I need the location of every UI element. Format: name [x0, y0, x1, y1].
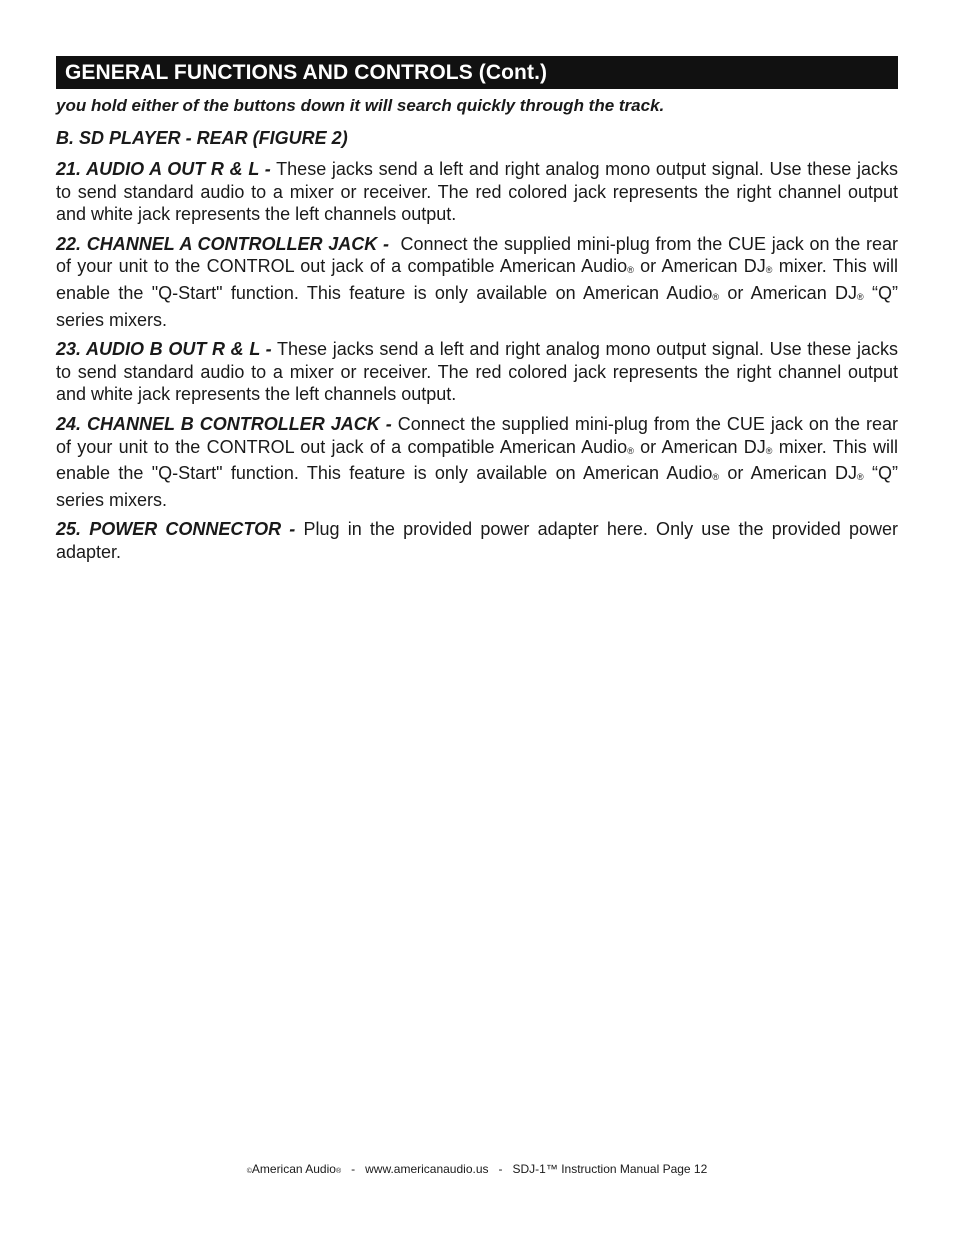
footer-manual-page: SDJ-1™ Instruction Manual Page 12 — [512, 1162, 708, 1176]
item-label: 21. AUDIO A OUT R & L - — [56, 159, 271, 179]
item-label: 22. CHANNEL A CONTROLLER JACK - — [56, 233, 389, 254]
item-description-part: “Q” series mixers. — [56, 463, 898, 510]
subsection-heading: B. SD PLAYER - REAR (FIGURE 2) — [56, 128, 348, 148]
item-22-channel-a-controller-jack — [56, 233, 898, 331]
registered-mark: ® — [335, 1168, 342, 1175]
item-25-power-connector — [56, 518, 898, 563]
page-footer — [0, 1161, 954, 1180]
registered-mark: ® — [765, 445, 773, 456]
copyright-mark: © — [246, 1168, 252, 1175]
footer-brand: American Audio — [251, 1162, 336, 1176]
item-21-audio-a-out — [56, 158, 898, 226]
registered-mark: ® — [627, 265, 634, 276]
item-description-part: or American DJ — [633, 436, 766, 457]
item-label: 23. AUDIO B OUT R & L - — [56, 339, 272, 360]
item-description-part: or American DJ — [719, 282, 858, 303]
item-description-part: mixer. This will enable the "Q-Start" function. This feature is only available on American Audio — [56, 436, 899, 484]
registered-mark: ® — [765, 265, 773, 276]
item-23-audio-b-out — [56, 338, 898, 406]
footer-website: www.americanaudio.us — [365, 1162, 489, 1176]
item-description-part: mixer. This will enable the "Q-Start" function. This feature is only available on American Audio — [56, 256, 899, 303]
item-description: These jacks send a left and right analog mono output signal. Use these jacks to send standard audio to a mixer or receiver. The red colored jack represents the right channel output and white jack represents the left channels output. — [56, 159, 898, 225]
continued-text: you hold either of the buttons down it will search quickly through the track. — [56, 96, 665, 115]
item-description-part: Connect the supplied mini-plug from the CUE jack on the rear of your unit to the CONTROL out jack of a compatible American Audio — [56, 413, 898, 457]
item-description-part: Connect the supplied mini-plug from the CUE jack on the rear of your unit to the CONTROL out jack of a compatible American Audio — [56, 233, 898, 277]
item-description-part: or American DJ — [719, 463, 858, 484]
section-title: GENERAL FUNCTIONS AND CONTROLS (Cont.) — [65, 60, 548, 84]
item-description: Plug in the provided power adapter here. Only use the provided power adapter. — [56, 519, 898, 562]
page-body — [56, 94, 898, 571]
item-description-part: “Q” series mixers. — [56, 282, 898, 330]
item-description: These jacks send a left and right analog mono output signal. Use these jacks to send standard audio to a mixer or receiver. The red colored jack represents the right channel output and white jack represents the left channels output. — [56, 339, 898, 405]
item-description-part: or American DJ — [633, 256, 766, 277]
footer-separator: - — [498, 1162, 503, 1176]
item-24-channel-b-controller-jack — [56, 413, 898, 511]
registered-mark: ® — [857, 472, 864, 483]
section-header-bar — [56, 56, 898, 89]
registered-mark: ® — [627, 445, 634, 456]
registered-mark: ® — [712, 472, 720, 483]
registered-mark: ® — [857, 291, 864, 302]
footer-separator: - — [351, 1162, 356, 1176]
registered-mark: ® — [712, 291, 720, 302]
item-label: 24. CHANNEL B CONTROLLER JACK - — [56, 413, 392, 434]
item-label: 25. POWER CONNECTOR - — [56, 519, 296, 540]
